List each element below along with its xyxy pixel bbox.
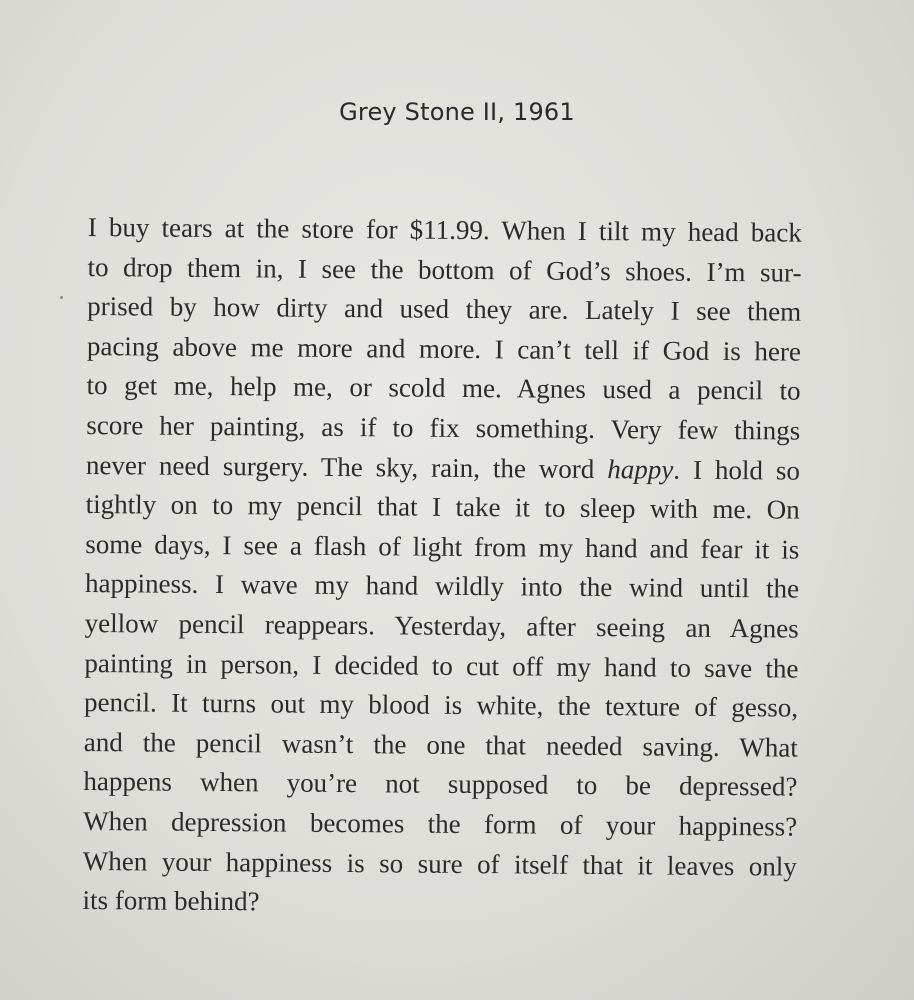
poem-title: Grey Stone II, 1961 xyxy=(339,98,575,126)
text-line: prised by how dirty and used they are. Lately I see them xyxy=(87,291,802,327)
italic-word: happy xyxy=(607,453,674,485)
text-line: tightly on to my pencil that I take it to sleep with me. On xyxy=(85,489,800,525)
text-line: and the pencil wasn’t the one that needed saving. What xyxy=(83,726,798,763)
text-line: score her painting, as if to fix something. Very few things xyxy=(86,409,801,446)
text-line: When your happiness is so sure of itself that it leaves only xyxy=(82,845,797,882)
text-line: pacing above me more and more. I can’t tell if God is here xyxy=(86,330,802,367)
text-line: pencil. It turns out my blood is white, the texture of gesso, xyxy=(84,687,799,723)
text-line: happens when you’re not supposed to be depressed? xyxy=(83,766,798,802)
text-line: to get me, help me, or scold me. Agnes used a pencil to xyxy=(86,370,801,406)
text-line: never need surgery. The sky, rain, the word happy. I hold so xyxy=(85,449,801,486)
text-line: painting in person, I decided to cut off my hand to save the xyxy=(84,647,799,684)
text-line: yellow pencil reappears. Yesterday, after seeing an Agnes xyxy=(84,607,799,644)
paper-speck xyxy=(60,296,63,299)
text-line: When depression becomes the form of your happiness? xyxy=(83,805,798,842)
text-line: I buy tears at the store for $11.99. When I tilt my head back xyxy=(87,211,802,248)
text-line: its form behind? xyxy=(82,885,260,917)
text-line: some days, I see a flash of light from my hand and fear it is xyxy=(85,528,800,565)
text-line: happiness. I wave my hand wildly into the wind until the xyxy=(84,568,800,604)
text-line: to drop them in, I see the bottom of God’s shoes. I’m sur- xyxy=(87,251,802,288)
prose-poem-body xyxy=(82,208,802,926)
